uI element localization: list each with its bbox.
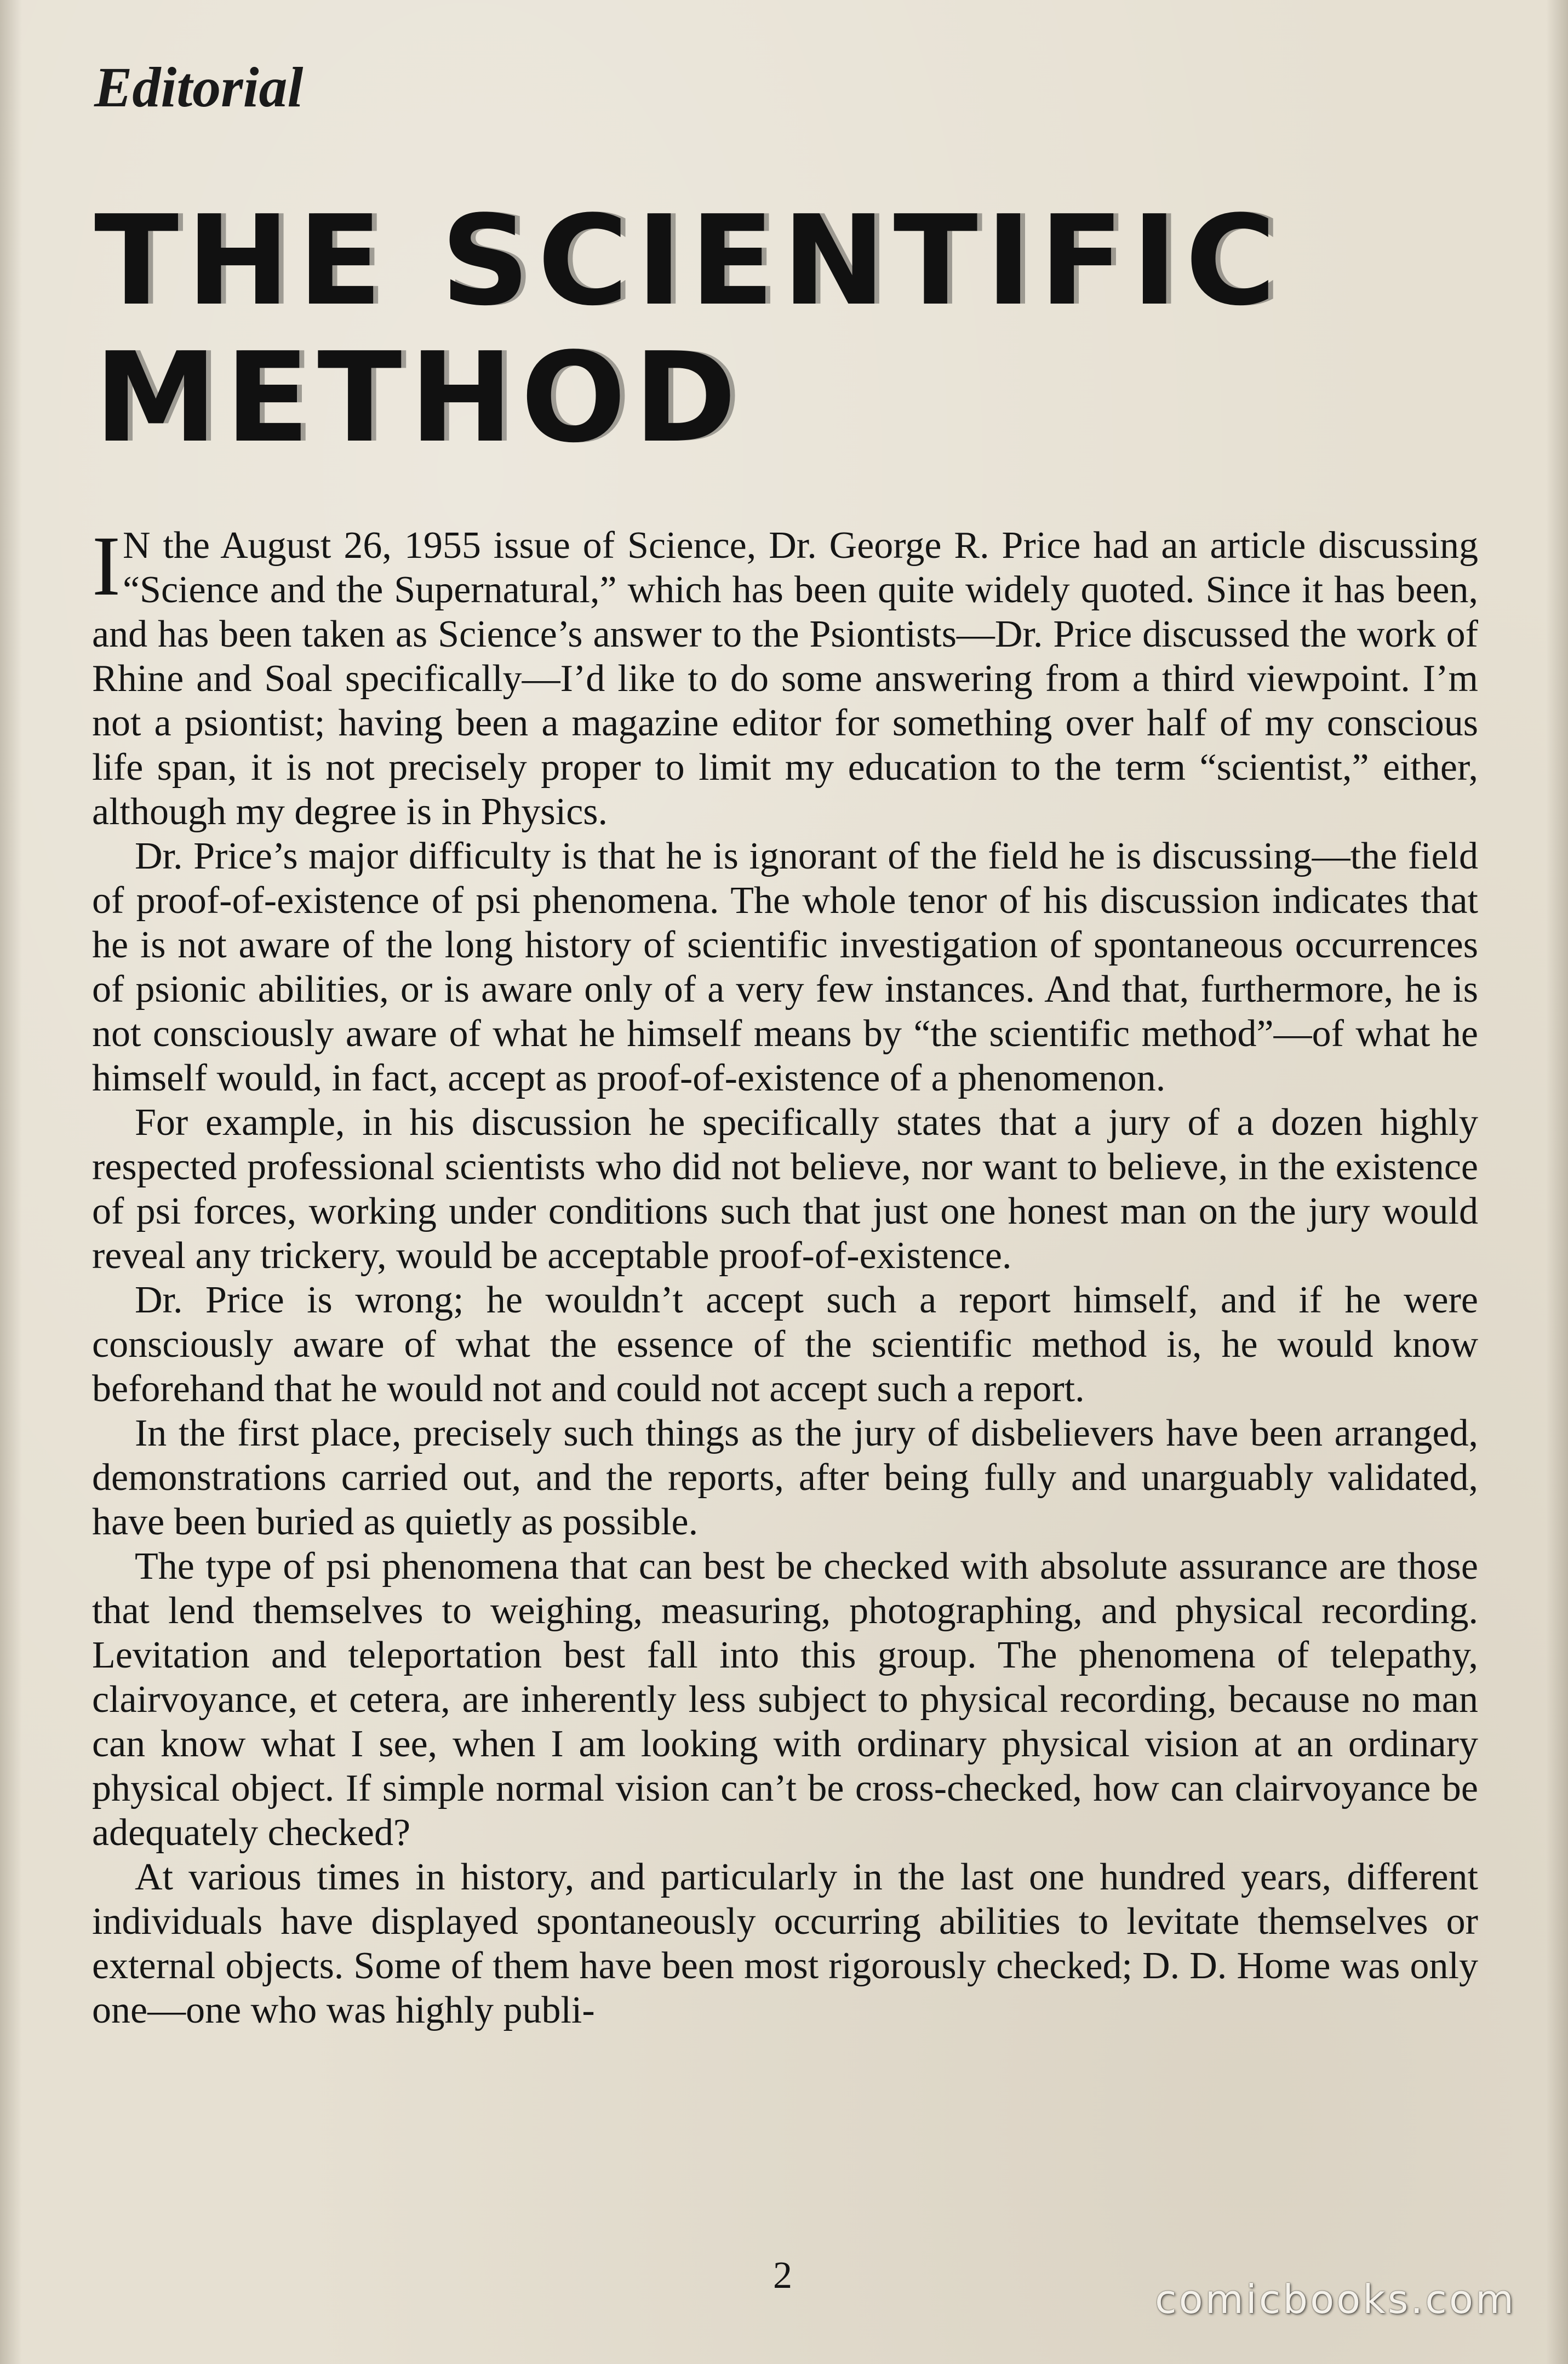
article-title	[94, 189, 1519, 470]
paragraph-3: For example, in his discussion he specifically states that a jury of a dozen highly respected professional scientists who did not believe, nor want to believe, in the existence of psi forces, working under conditions such that just one honest man on the jury would reveal any trickery, would be acceptable proof-of-existence.	[92, 1101, 1478, 1277]
paragraph-7: At various times in history, and particularly in the last one hundred years, different individuals have displayed spontaneously occurring abilities to levitate themselves or external objects. Some of them have been most rigorously checked; D. D. Home was only one—one who was highly publi-	[92, 1856, 1478, 2031]
article-body	[92, 518, 1478, 2032]
page-edge-shadow-right	[1546, 0, 1568, 2364]
article-title-line-2: METHOD	[94, 326, 745, 470]
paragraph-1	[92, 518, 1478, 834]
article-title-line-1: THE SCIENTIFIC	[94, 189, 1284, 333]
paragraph-4: Dr. Price is wrong; he wouldn’t accept such a report himself, and if he were consciously aware of what the essence of the scientific method is, he would know beforehand that he would not and could not accept such a report.	[92, 1279, 1478, 1410]
drop-cap: I	[92, 518, 121, 613]
section-label: Editorial	[94, 56, 304, 119]
page-number: 2	[773, 2254, 792, 2297]
paragraph-1-text: N the August 26, 1955 issue of Science, Dr. George R. Price had an article discussing “Science and the Supernatural,” which has been quite widely quoted. Since it has been, and has been taken as Science’s answer to the Psiontists—Dr. Price discussed the work of Rhine and Soal specifically—I’d like to do some answering from a third viewpoint. I’m not a psiontist; having been a magazine editor for something over half of my conscious life span, it is not precisely proper to limit my education to the term “scientist,” either, although my degree is in Physics.	[92, 524, 1478, 833]
paragraph-2: Dr. Price’s major difficulty is that he is ignorant of the field he is discussing—the field of proof-of-existence of psi phenomena. The whole tenor of his discussion indicates that he is not aware of the long history of scientific investigation of spontaneous occurrences of psionic abilities, or is aware only of a very few instances. And that, furthermore, he is not consciously aware of what he himself means by “the scientific method”—of what he himself would, in fact, accept as proof-of-existence of a phenomenon.	[92, 835, 1478, 1099]
paragraph-6: The type of psi phenomena that can best be checked with absolute assurance are those that lend themselves to weighing, measuring, photographing, and physical recording. Levitation and teleportation best fall into this group. The phenomena of telepathy, clairvoyance, et cetera, are inherently less subject to physical recording, because no man can know what I see, when I am looking with ordinary physical vision at an ordinary physical object. If simple normal vision can’t be cross-checked, how can clairvoyance be adequately checked?	[92, 1545, 1478, 1854]
site-watermark: comicbooks.com	[1155, 2276, 1517, 2322]
page-edge-shadow-left	[0, 0, 22, 2364]
paragraph-5: In the first place, precisely such things as the jury of disbelievers have been arranged, demonstrations carried out, and the reports, after being fully and unarguably validated, have been buried as quietly as possible.	[92, 1412, 1478, 1543]
